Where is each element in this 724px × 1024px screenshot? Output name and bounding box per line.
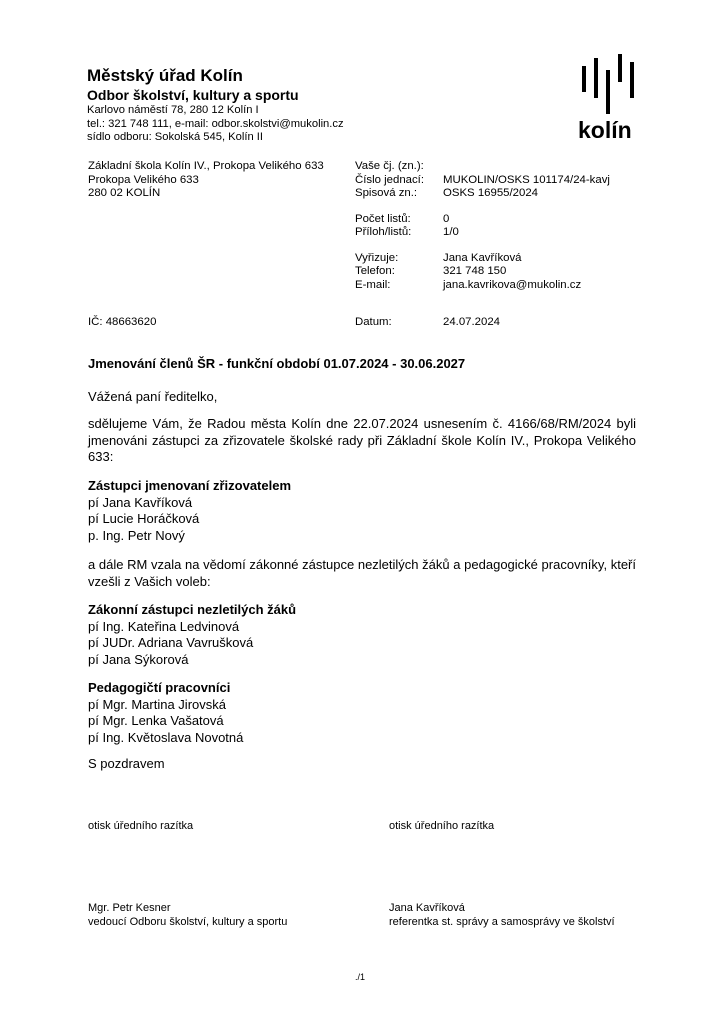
stamp-placeholder-right: otisk úředního razítka bbox=[389, 820, 495, 832]
ref-label: Telefon: bbox=[355, 265, 395, 277]
list-item: pí Jana Kavříková bbox=[88, 494, 193, 510]
department-name: Odbor školství, kultury a sportu bbox=[87, 87, 299, 103]
ref-label: Datum: bbox=[355, 316, 392, 328]
ref-label: Spisová zn.: bbox=[355, 187, 418, 199]
logo-bar-5 bbox=[630, 62, 634, 98]
ref-row-reference-number bbox=[355, 174, 610, 188]
office-contact: tel.: 321 748 111, e-mail: odbor.skolstvi@mukolin.cz bbox=[87, 117, 344, 130]
section-founder-representatives bbox=[88, 478, 291, 544]
ref-row-attachments bbox=[355, 226, 610, 240]
logo-bar-3 bbox=[606, 70, 610, 114]
ref-label: Příloh/listů: bbox=[355, 226, 412, 238]
page-number: ./1 bbox=[355, 972, 366, 982]
ref-row-file-mark bbox=[355, 187, 610, 201]
ref-value: Jana Kavříková bbox=[443, 251, 522, 264]
ref-row-handled-by bbox=[355, 252, 610, 266]
ref-row-your-ref bbox=[355, 160, 610, 174]
list-item: p. Ing. Petr Nový bbox=[88, 527, 185, 543]
section-legal-guardians bbox=[88, 602, 296, 668]
ref-label: Číslo jednací: bbox=[355, 173, 425, 186]
section-title: Zástupci jmenovaní zřizovatelem bbox=[88, 478, 292, 493]
letter-salutation: Vážená paní ředitelko, bbox=[88, 389, 218, 404]
signatory-title: referentka st. správy a samosprávy ve školství bbox=[389, 916, 615, 928]
ref-value: 0 bbox=[443, 212, 450, 225]
office-name: Městský úřad Kolín bbox=[87, 66, 243, 85]
section-title: Zákonní zástupci nezletilých žáků bbox=[88, 602, 297, 617]
logo-bar-1 bbox=[582, 66, 586, 92]
ref-row-date bbox=[355, 316, 500, 330]
office-seat: sídlo odboru: Sokolská 545, Kolín II bbox=[87, 131, 264, 143]
recipient-line-2: Prokopa Velikého 633 bbox=[88, 173, 199, 186]
ref-value: 24.07.2024 bbox=[443, 316, 501, 328]
ref-value: MUKOLIN/OSKS 101174/24-kavj bbox=[443, 173, 610, 186]
list-item: pí JUDr. Adriana Vavrušková bbox=[88, 635, 254, 650]
reference-block bbox=[355, 160, 610, 292]
office-address: Karlovo náměstí 78, 280 12 Kolín I bbox=[87, 104, 259, 116]
list-item: pí Mgr. Lenka Vašatová bbox=[88, 713, 224, 728]
ref-value: OSKS 16955/2024 bbox=[443, 187, 538, 199]
kolin-logo bbox=[578, 48, 640, 144]
list-item: pí Jana Sýkorová bbox=[88, 651, 189, 667]
logo-text: kolín bbox=[578, 117, 632, 143]
letterhead bbox=[87, 67, 344, 145]
ref-row-email bbox=[355, 279, 610, 293]
letter-subject: Jmenování členů ŠR - funkční období 01.07.2024 - 30.06.2027 bbox=[88, 356, 466, 371]
recipient-ic: IČ: 48663620 bbox=[88, 316, 157, 328]
section-teaching-staff bbox=[88, 680, 243, 746]
ref-label: E-mail: bbox=[355, 278, 391, 291]
stamp-placeholder-left: otisk úředního razítka bbox=[88, 820, 194, 832]
ref-label: Vaše čj. (zn.): bbox=[355, 160, 424, 172]
signature-right bbox=[389, 901, 615, 929]
ref-label: Vyřizuje: bbox=[355, 251, 399, 264]
ref-value: 1/0 bbox=[443, 226, 459, 238]
logo-bar-2 bbox=[594, 58, 598, 98]
list-item: pí Mgr. Martina Jirovská bbox=[88, 696, 226, 712]
letter-closing: S pozdravem bbox=[88, 756, 165, 771]
ref-value: jana.kavrikova@mukolin.cz bbox=[443, 278, 582, 291]
letter-paragraph-1: sdělujeme Vám, že Radou města Kolín dne 22.07.2024 usnesením č. 4166/68/RM/2024 byli jmenováni zástupci za zřizovatele školské rady při Základní škole Kolín IV., Prokopa Velikého 633: bbox=[88, 416, 636, 464]
ref-row-phone bbox=[355, 265, 610, 279]
section-title: Pedagogičtí pracovníci bbox=[88, 680, 231, 695]
list-item: pí Ing. Květoslava Novotná bbox=[88, 729, 244, 745]
logo-bar-4 bbox=[618, 54, 622, 82]
list-item: pí Ing. Kateřina Ledvinová bbox=[88, 618, 240, 634]
letter-paragraph-2: a dále RM vzala na vědomí zákonné zástupce nezletilých žáků a pedagogické pracovníky, kteří vzešli z Vašich voleb: bbox=[88, 557, 636, 589]
ref-value: 321 748 150 bbox=[443, 265, 507, 277]
ref-row-sheet-count bbox=[355, 213, 610, 227]
recipient-line-3: 280 02 KOLÍN bbox=[88, 187, 161, 199]
signatory-name: Jana Kavříková bbox=[389, 902, 465, 914]
signatory-name: Mgr. Petr Kesner bbox=[88, 902, 171, 914]
recipient-address bbox=[88, 160, 324, 201]
signatory-title: vedoucí Odboru školství, kultury a sportu bbox=[88, 916, 288, 928]
recipient-line-1: Základní škola Kolín IV., Prokopa Velikého 633 bbox=[88, 160, 324, 172]
list-item: pí Lucie Horáčková bbox=[88, 511, 200, 526]
ref-label: Počet listů: bbox=[355, 212, 411, 225]
signature-left bbox=[88, 901, 287, 929]
